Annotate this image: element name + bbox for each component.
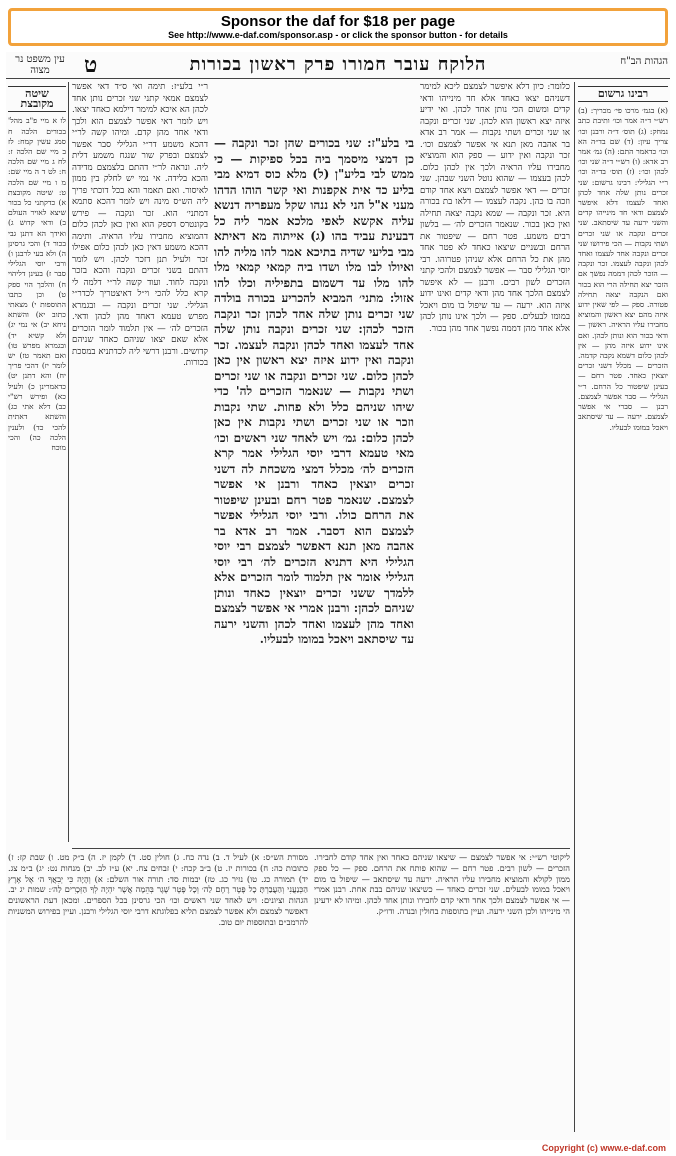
rabbeinu-gershom-title: רבינו גרשום — [578, 86, 668, 102]
tosafot-column — [72, 82, 208, 842]
rashi-text: כלומר: כיון דלא איפשר לצמצם ליכא למימר דשניהם יצאו כאחד אלא חד מינייהו ודאי קדים ומשום הכי נותן אחד לכהן. ואי ידיע איזה יצא ראשון הוא לכהן. שני זכרים ונקבה או שני זכרים ושתי נקבות — אמר רב אדא בר אהבה מאן תנא אי אפשר לצמצם וכו׳. זכר ונקבה ואין ידוע — ספק הוא והמוציא מחבירו עליו הראיה ולכך אין לכהן כלום. לכהן בעצמו — שהוא נוטל השני שבהן. שני זכרים — דאי אפשר לצמצם ויצא אחד קודם וזכה בו כהן. נקבה לעצמו — דלאו בת בכורה היא. זכר ונקבה — שמא נקבה יצאה תחילה ואין כאן בכור. שנאמר הזכרים לה׳ — בלשון רבים משמע. פטר רחם — שיפטור את הרחם ובשניים שיצאו כאחד לא פטר אחד מהן את כל הרחם אלא שניהן פטרוהו. רבי יוסי הגלילי סבר — אפשר לצמצם ולהכי קתני הזכרים לשון רבים. ורבנן — לא איפשר לצמצם הלכך אחד מהן ודאי קדים ואינו ידוע איזה הוא. ירעה — עד שיפול בו מום ויאכל במומו לבעלים. ספק — ולכך אינו נותן לכהן אלא אחד מהן דממה נפשך אחד מהן בכור. — [420, 82, 570, 334]
tosafot-text: ר״י בלע״ז: תימה ואי ס״ד דאי אפשר לצמצם אמאי קתני שני זכרים נותן אחד לכהן הא איכא למימר דילמא כאחד יצאו. ויש לומר דאי אפשר לצמצם הוא ולכך ודאי אחד מהן קדם. ומיהו קשה לר״י דהכא משמע דר״י הגלילי סבר אפשר לצמצם ובפרק שור שנגח משמע דלית ליה. ונראה לר״י דהתם בלצמצם מדידה והכא בלידה. אי נמי יש לחלק בין ממון לאיסור. ואם תאמר והא בכל דוכתי פריך ליה הש״ס מינה ויש לומר דהכא סתמא דמתני׳ הוא. זכר ונקבה — פירש בקונטרס דספק הוא ואין כאן לכהן כלום דהמוציא מחבירו עליו הראיה. ותימה דהכא משמע דאין כאן לכהן כלום אפילו זכר ולעיל תנן דזכר לכהן. ויש לומר דהתם בשני זכרים ונקבה והכא בזכר ונקבה לחוד. ועוד קשה לר״י דלמה לי קרא כלל להכי וי״ל דאיצטריך לכדר״י הגלילי. שני זכרים ונקבה — ובגמרא מפרש טעמא דאחד מהן לכהן ודאי. הזכרים לה׳ — אין תלמוד לומר הזכרים אלא שאם יצאו שניהם כאחד שניהם קדושים. ורבנן דרשי ליה לכדתניא במסכת בכורות. — [72, 82, 208, 368]
shita-mekubetzet-title: שיטה מקובצת — [8, 86, 66, 112]
copyright-link[interactable]: Copyright (c) www.e-daf.com — [541, 1143, 666, 1153]
sponsor-banner-title[interactable]: Sponsor the daf for $18 per page — [220, 13, 456, 30]
ein-mishpat-text: לו א מיי פ"ב מהל' בכורים הלכה ח סמג עשין קמח: לז ב מיי שם הלכה ז: לח ג מיי שם הלכה ח: לט ד ה מיי שם: מ ו מיי שם הלכה ט: שיטה מקובצת א) כדקתני כל בכור שיצא לאויר העולם ב) ודאי קדוש ג) ואידך הא דתנן גבי בכור ד) והכי גרסינן ה) ולא בעי לרבנן ו) ורבי יוסי הגלילי סבר ז) בעינן דליהוי ח) והלכך הוי ספק ט) וכן כתבו התוספות י) מצאתי כתוב יא) והשתא ניחא יב) אי נמי יג) ולא קשיא יד) ובגמרא מפרש טו) ואם תאמר טז) יש לומר יז) דהכי פריך יח) והא דתנן יט) כדאמרינן כ) ולעיל כא) ופירש רש"י כב) דלא אתי כג) והשתא דאתית להכי כד) ולענין הלכה כה) והכי מוכח — [8, 116, 66, 452]
gemara-main-text — [214, 136, 414, 756]
running-title: הלוקח עובר חמורו פרק ראשון בכורות — [189, 54, 487, 75]
outer-right-text: (א) בגמ׳ מרכו פי׳ מכריך: (ב) רש״י ד״ה אמר וכו׳ ותיבת כתב נמחק: (ג) תוס׳ ד״ה ורבנן וכו׳ צריך עיון: (ד) שם בד״ה הא וכו׳ כדאמר התם: (ה) גמ׳ אמר רב אדא: (ו) רש״י ד״ה שני וכו׳ לכהן וכו׳: (ז) תוס׳ בד״ה וכו׳ ר״י הגלילי: רבינו גרשום: שני זכרים נותן שלה אחד לכהן ואחד לעצמו דלא איפשר לצמצם ודאי חד מינייהו קדים והשני ירעה עד שיסתאב. שני זכרים ונקבה או שני זכרים ושתי נקבות — הכי פירושו שני זכרים ונקבה אחד לעצמו ואחד לכהן ונקבה לעצמו. זכר ונקבה — הזכר לכהן דממה נפשך אם הזכר יצא תחילה הרי הוא בכור ואם הנקבה יצאה תחילה פטורה. ספק — לפי שאין ידוע איזה מהם יצא ראשון והמוציא מחבירו עליו הראיה. ראשון — ודאי בכור הוא ונותן לכהן. ואם אינו ידוע איזה מהן — אין לכהן כלום דשמא נקבה קדמה. הזכרים — מכלל דשני זכרים יוצאין כאחד. פטר רחם — בעינן שיפטור כל הרחם. ר״י הגלילי — סבר אפשר לצמצם. רבנן — סברי אי אפשר לצמצם. ירעה — עד שיסתאב ויאכל במומו לבעליו. — [578, 106, 668, 432]
sponsor-banner-subtitle[interactable]: See http://www.e-daf.com/sponsor.asp - or click the sponsor button - for details — [168, 30, 508, 40]
bottom-right-commentary — [314, 852, 570, 1136]
bottom-right-text: ליקוטי רש״י: אי אפשר לצמצם — שיצאו שניהם כאחד ואין אחד קודם לחבירו. הזכרים — לשון רבים. פטר רחם — שהוא פותח את הרחם. ספק — כל ספק ממון לקולא והמוציא מחבירו עליו הראיה. ירעה עד שיסתאב — שיפול בו מום ויאכל במומו לבעלים. שני זכרים כאחד — כשיצאו שניהם בבת אחת. רבנן אמרי — אי אפשר לצמצם ולכך אחד ודאי קדם לחבירו ונותן אחד לכהן. ומיהו לא ידעינן הי מינייהו ולכן השני ירעה. ועיין בתוספות בחולין ובנדה. ודו״ק. — [314, 852, 570, 916]
column-divider-left — [68, 82, 69, 842]
sponsor-banner[interactable] — [8, 8, 668, 46]
page-header — [6, 52, 670, 78]
rashi-column — [420, 82, 570, 842]
header-divider — [6, 78, 670, 79]
bottom-left-commentary — [8, 852, 308, 1136]
ein-mishpat-column — [8, 82, 66, 842]
column-divider-right — [574, 82, 575, 1132]
gemara-text: בי בלע"ז: שני בכורים שהן זכר ונקבה — כן דמצי מיסמך ביה בכל ספיקות — כי ממש לבי בליע"ן (ל) מלא כוס דמיא מבי בליע כד אית אקפנות ואי קשר הוהו הדהו מעני א"ל הני לא ננהו שקל מעפריה דנשא עליה אקשא לאפי מלכא אמר ליה כל דבעינת עביד בהו (ג) אייתוה מא דאיתא מבי בליעי שדיה בתיכא אמר להו מליה להו ואיולו לבו מלו ושדו ביה קמאי קמאי מלו להו מלו עד דשמום בתפיליה וכלו להו אזול: מתני׳ המביא להכריע בכורה בולדה שני זכרים נותן שלה אחד לכהן זכר ונקבה הזכר לכהן: שני זכרים ונקבה נותן שלה אחד לעצמו ואחד לכהן ונקבה לעצמו. זכר ונקבה ואין ידוע איזה יצא ראשון אין כאן לכהן כלום. שני זכרים ונקבה או שני זכרים ושתי נקבות — שנאמר הזכרים לה' כדי שיהו שניהם כלל ולא פחות. שתי נקבות וזכר או שני זכרים ושתי נקבות אין כאן לכהן כלום: גמ׳ ויש לאחד שני ראשים וכו׳ מאי טעמא דרבי יוסי הגלילי אמר קרא הזכרים לה׳ מכלל דמצי משכחת לה דשני זכרים יוצאין כאחד ורבנן אי אפשר לצמצם. שנאמר פטר רחם ובעינן שיפטור את הרחם כולו. ורבי יוסי הגלילי אפשר לצמצם הוא דסבר. אמר רב אדא בר אהבה מאן תנא דאפשר לצמצם רבי יוסי הגלילי היא דתניא הזכרים לה׳ רבי יוסי הגלילי אומר אין תלמוד לומר הזכרים אלא ללמדך ששני זכרים יוצאין כאחד ונותן שניהם לכהן: ורבנן אמרי אי אפשר לצמצם ואחד מהן לעצמו ואחד לכהן והשני ירעה עד שיסתאב ויאכל במומו לבעליו. — [214, 136, 414, 646]
header-ein-mishpat-label: עין משפט נר מצוה — [15, 54, 65, 76]
bottom-left-text: מסורת הש״ס: א) לעיל ד. ב) נדה כח. ג) חולין סט. ד) לקמן יז. ה) ב״ק מט. ו) שבת קז: ז) כתובות כה: ח) בכורות יז. ט) ב״ב קכח: י) זבחים צח. יא) ע״ז לב. יב) מנחות נט: יג) ב״מ צג. יד) תמורה כג. טו) נזיר כג. טז) יבמות סד: תורה אור השלם: א) וְהָיָה כִּי יְבִאֲךָ ה׳ אֶל אֶרֶץ הַכְּנַעֲנִי וְהַעֲבַרְתָּ כָל פֶּטֶר רֶחֶם לַה׳ וְכָל פֶּטֶר שֶׁגֶר בְּהֵמָה אֲשֶׁר יִהְיֶה לְךָ הַזְּכָרִים לַה׳: שמות יג יב. הגהות וציונים: ויש לאחד שני ראשים וכו׳ הכי גרסינן בכל הספרים. ומכאן דעת הראשונים דאפשר לצמצם ולא אפשר לצמצם תליא בפלוגתא דרבי יוסי הגלילי ורבנן. ועיין בפירוש המשניות להרמב״ם ובתוספות יום טוב. — [8, 852, 308, 927]
page-number: ט — [84, 52, 98, 78]
bottom-section-divider — [72, 848, 570, 849]
talmud-page — [6, 52, 670, 1140]
header-hagahot-label: הגהות הב"ח — [620, 56, 668, 67]
outer-right-column — [578, 82, 668, 1132]
